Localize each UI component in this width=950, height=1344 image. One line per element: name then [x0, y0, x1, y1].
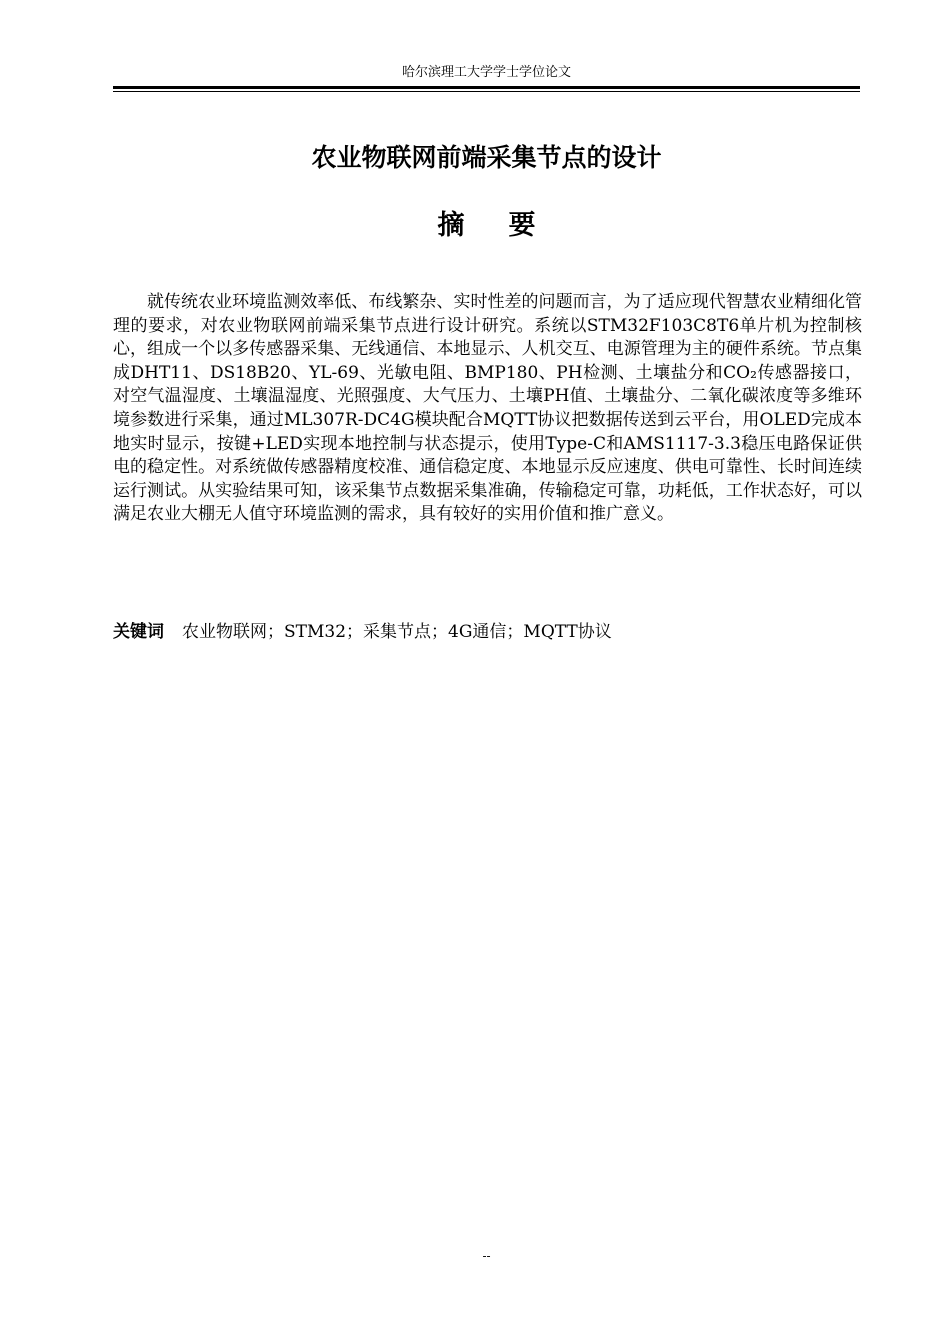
header-rule-thin [113, 91, 860, 92]
keywords-label: 关键词 [113, 622, 164, 642]
header-rule-thick [113, 86, 860, 89]
running-header: 哈尔滨理工大学学士学位论文 [401, 65, 571, 80]
keywords-text: 农业物联网；STM32；采集节点；4G通信；MQTT协议 [182, 622, 612, 642]
paper-title: 农业物联网前端采集节点的设计 [311, 143, 662, 172]
page-footer: -- [482, 1249, 491, 1263]
abstract-body: 就传统农业环境监测效率低、布线繁杂、实时性差的问题而言，为了适应现代智慧农业精细化管理的要求，对农业物联网前端采集节点进行设计研究。系统以STM32F103C8T6单片机为控制核心，组成一个以多传感器采集、无线通信、本地显示、人机交互、电源管理为主的硬件系统。节点集成DHT11、DS18B20、YL-69、光敏电阻、BMP180、PH检测、土壤盐分和CO₂传感器接口，对空气温湿度、土壤温湿度、光照强度、大气压力、土壤PH值、土壤盐分、二氧化碳浓度等多维环境参数进行采集，通过ML307R-DC4G模块配合MQTT协议把数据传送到云平台，用OLED完成本地实时显示，按键+LED实现本地控制与状态提示，使用Type-C和AMS1117-3.3稳压电路保证供电的稳定性。对系统做传感器精度校准、通信稳定度、本地显示反应速度、供电可靠性、长时间连续运行测试。从实验结果可知，该采集节点数据采集准确，传输稳定可靠，功耗低，工作状态好，可以满足农业大棚无人值守环境监测的需求，具有较好的实用价值和推广意义。 [113, 292, 862, 525]
keywords-line [113, 620, 860, 644]
abstract-heading: 摘要 [437, 210, 580, 241]
